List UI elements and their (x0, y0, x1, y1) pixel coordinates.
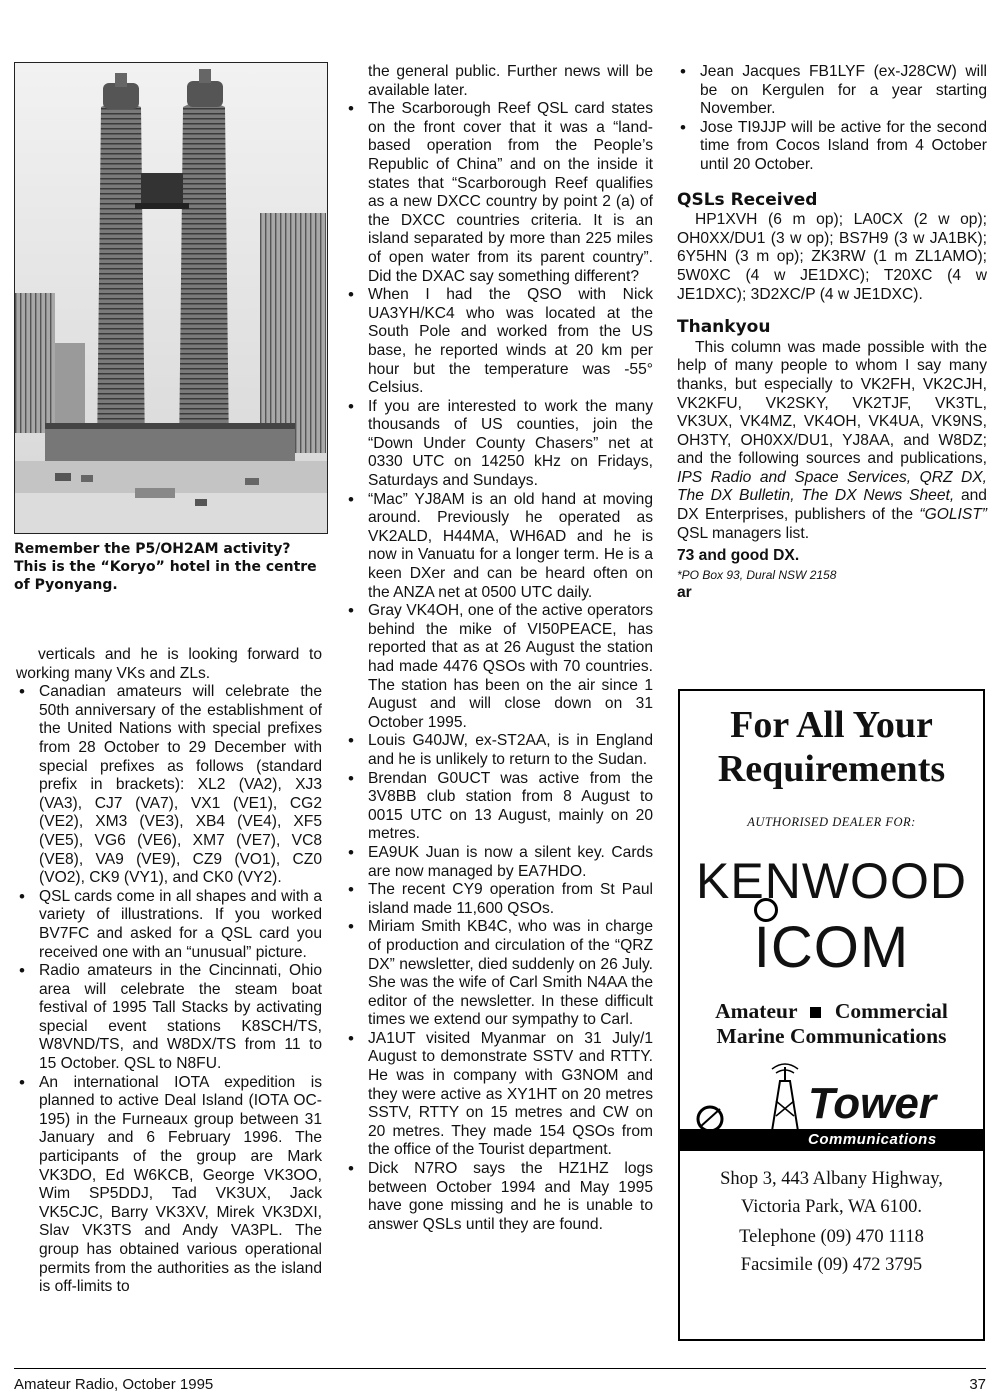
list-item: • When I had the QSO with Nick UA3YH/KC4 who was located at the South Pole and worked from the US base, he reported winds at 20 km per hour but the temperature was -55° Celsius. (345, 286, 653, 398)
square-bullet-icon (810, 1007, 821, 1018)
list-item: • “Mac” YJ8AM is an old hand at moving around. Previously he operated as VK2ALD, H44MA, WH6AD and he is now in Vanuatu for a longer term. He is a keen DXer and can be heard often on the ANZA net at 0500 UTC daily. (345, 491, 653, 603)
tower-logo (680, 1061, 983, 1157)
list-item: • Gray VK4OH, one of the active operators behind the mike of VI50PEACE, has reported that as at 26 August the station had made 4476 QSOs with 70 countries. The station has been on the air since 1 August and will close down on 31 October 1995. (345, 602, 653, 732)
thankyou-text: This column was made possible with the help of many people to whom I say many thanks, but especially to VK2FH, VK2CJH, VK2KFU, VK2SKY, VK2TJF, VK3TL, VK3UX, VK4MZ, VK4OH, VK4UA, VK9NS, OH3TY, OH0XX/DU1, YJ8AA, and W8DZ; and the following sources and publications, IPS Radio and Space Services, QRZ DX, The DX Bulletin, The DX News Sheet, and DX Enterprises, publishers of the “GOLIST” QSL managers list. (677, 338, 987, 542)
icom-logo: ICOM (680, 914, 983, 981)
column-2 (345, 63, 653, 1234)
col3-news-list (677, 63, 987, 175)
hotel-illustration (15, 63, 327, 533)
koryo-hotel-photo (14, 62, 328, 534)
list-item: • Louis G40JW, ex-ST2AA, is in England and he is unlikely to return to the Sudan. (345, 732, 653, 769)
list-item: • Miriam Smith KB4C, who was in charge of production and circulation of the “QRZ DX” newsletter, died suddenly on 26 July. She was the wife of Carl Smith N4AA the editor of the newsletter. In these difficult times we extend our sympathy to Carl. (345, 918, 653, 1030)
tower-logo-subtitle: Communications (808, 1131, 937, 1148)
footer-publication: Amateur Radio, October 1995 (14, 1376, 214, 1393)
col2-news-list (345, 100, 653, 1234)
tower-logo-name: Tower (808, 1079, 936, 1128)
list-item: • The recent CY9 operation from St Paul island made 11,600 QSOs. (345, 881, 653, 918)
list-item: • QSL cards come in all shapes and with a variety of illustrations. If you worked BV7FC and asked for a QSL card you received one with an “unusual” picture. (16, 888, 322, 962)
icom-ring-icon (754, 898, 778, 922)
list-item: • If you are interested to work the many thousands of US counties, join the “Down Under County Chasers” net at 0330 UTC on 14250 kHz on Fridays, Saturdays and Sundays. (345, 398, 653, 491)
photo-caption: Remember the P5/OH2AM activity? This is the “Koryo” hotel in the centre of Pyonyang. (14, 541, 317, 593)
kenwood-logo: KENWOOD (696, 853, 967, 909)
footer-rule (14, 1368, 986, 1369)
author-address: *PO Box 93, Dural NSW 2158 (677, 567, 837, 582)
ad-address-block: Shop 3, 443 Albany Highway, Victoria Park, WA 6100. Telephone (09) 470 1118 Facsimile (09) 472 3795 (720, 1169, 943, 1275)
ad-dealer-line: AUTHORISED DEALER FOR: (747, 815, 916, 829)
list-item: • Jean Jacques FB1LYF (ex-J28CW) will be on Kergulen for a year starting November. (677, 63, 987, 119)
list-item: • The Scarborough Reef QSL card states on the front cover that it was a “land-based operation from the People’s Republic of China” and on the inside it states that “Scarborough Reef qualifies as a new DXCC country by point 2 (a) of the DXCC countries criteria. It is an island separated by more than 225 miles of open water from its parent country”. Did the DXAC say something different? (345, 100, 653, 286)
ad-headline: For All Your Requirements (717, 704, 946, 790)
col1-continuation: verticals and he is looking forward to working many VKs and ZLs. (16, 646, 322, 682)
column-3 (677, 63, 987, 603)
list-item: • Brendan G0UCT was active from the 3V8BB club station from 8 August to 0015 UTC on 13 August, mainly on 20 metres. (345, 770, 653, 844)
list-item: • JA1UT visited Myanmar on 31 July/1 August to demonstrate SSTV and RTTY. He was in company with G3NOM and they were active as XY1HT on 20 metres SSTV, RTTY on 15 metres and CW on 20 metres. They made 154 QSOs from the office of the Tourist department. (345, 1030, 653, 1160)
signoff: 73 and good DX. (677, 547, 800, 565)
list-item: • An international IOTA expedition is planned to active Deal Island (IOTA OC-195) in the Furneaux group between 31 January and 6 February 1996. The participants of the group are Mark VK3DO, Ed W6KCB, George VK3OO, Wim SP5DDJ, Tad VK3UX, Jack VK5CJC, Barry VK3XV, Mirek VK3DXI, Slav VK3TS and Andy VA3PL. The group has obtained various operational permits from the authorities as the island is off-limits to (16, 1074, 322, 1297)
list-item: • Dick N7RO says the HZ1HZ logs between October 1994 and May 1995 have gone missing and he is unable to answer QSLs until they are found. (345, 1160, 653, 1234)
qsl-received-heading: QSLs Received (677, 189, 818, 210)
page-number: 37 (969, 1376, 986, 1393)
col1-news-list (16, 683, 322, 1297)
thankyou-heading: Thankyou (677, 317, 771, 338)
column-1 (16, 646, 322, 1297)
list-item: • EA9UK Juan is now a silent key. Cards are now managed by EA7HDO. (345, 844, 653, 881)
ad-trade-lines: Amateur Commercial Marine Communications (715, 999, 948, 1048)
tower-communications-ad (678, 689, 985, 1341)
author-initials: ar (677, 584, 692, 602)
col2-continuation: the general public. Further news will be available later. (368, 63, 653, 99)
qsl-received-text: HP1XVH (6 m op); LA0CX (2 w op); OH0XX/DU1 (3 w op); BS7H9 (3 w JA1BK); 6Y5HN (3 m op); ZK3RW (1 m ZL1AMO); 5W0XC (4 w JE1DXC); T20XC (4 w JE1DXC); 3D2XC/P (4 w JE1DXC). (677, 211, 987, 303)
list-item: • Canadian amateurs will celebrate the 50th anniversary of the establishment of the United Nations with special prefixes from 28 October to 29 December with special prefixes as follows (standard prefix in brackets): XL2 (VA2), XJ3 (VA3), CJ7 (VA7), VX1 (VE1), CG2 (VE2), XM3 (VE3), XB4 (VE4), XF5 (VE5), VG6 (VE6), XM7 (VE7), VC8 (VE8), VA9 (VE9), CZ9 (VO1), CZ0 (VO2), CK9 (VY1), and CK0 (VY2). (16, 683, 322, 888)
list-item: • Radio amateurs in the Cincinnati, Ohio area will celebrate the steam boat festival of 1995 Tall Stacks by activating special event stations K8SCH/TS, W8VND/TS, and W8DX/TS from 11 to 15 October. QSL to N8FU. (16, 962, 322, 1074)
list-item: • Jose TI9JJP will be active for the second time from Cocos Island from 4 October until 20 October. (677, 119, 987, 175)
